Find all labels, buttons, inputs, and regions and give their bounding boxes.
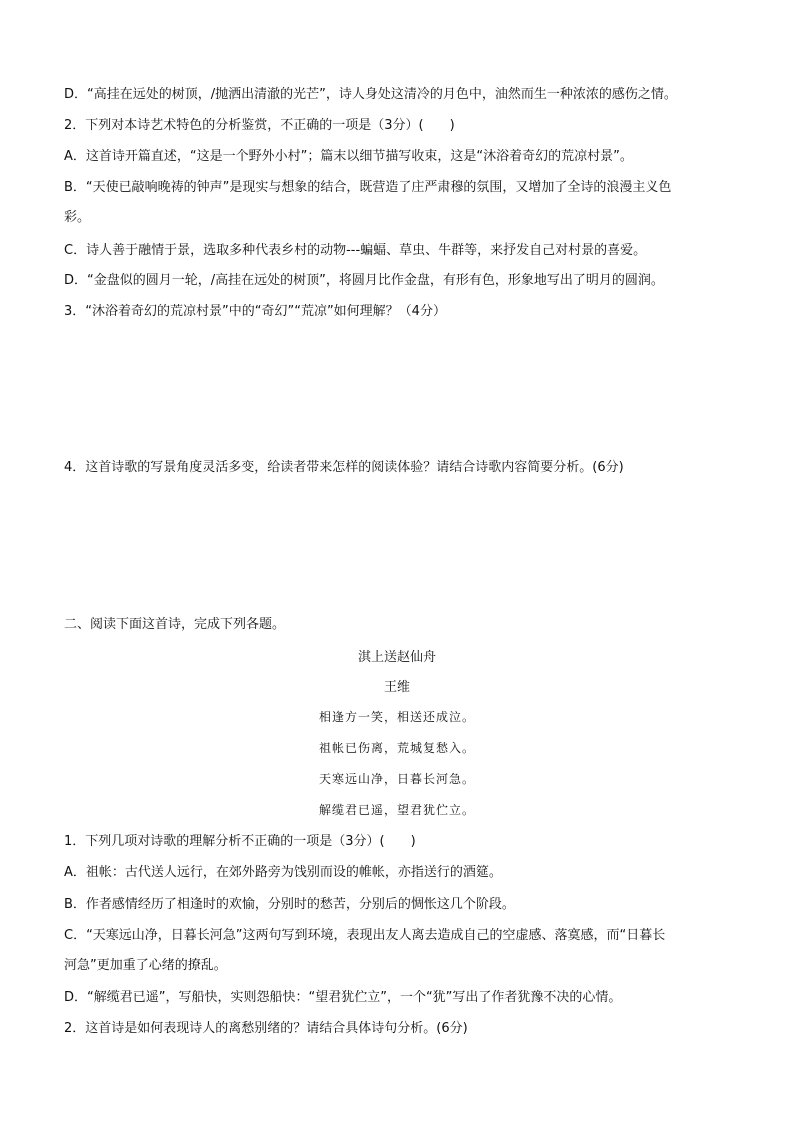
option-d-line: D．“高挂在远处的树顶，/抛洒出清澈的光芒”，诗人身处这清冷的月色中，油然而生一种浓浓的感伤之情。 — [64, 87, 677, 102]
section-heading: 二、阅读下面这首诗，完成下列各题。 — [64, 617, 286, 632]
option-d-line-2: D．“金盘似的圆月一轮，/高挂在远处的树顶”，将圆月比作金盘，有形有色，形象地写出了明月的圆润。 — [64, 273, 664, 288]
question-1: 1．下列几项对诗歌的理解分析不正确的一项是（3分）( ) — [64, 834, 416, 849]
option-c-continuation: 河急”更加重了心绪的撩乱。 — [64, 958, 227, 973]
poem-line: 祖帐已伤离，荒城复愁入。 — [318, 741, 475, 755]
option-a-line: A．祖帐：古代送人远行，在郊外路旁为饯别而设的帷帐，亦指送行的酒筵。 — [64, 865, 502, 880]
poem-author: 王维 — [383, 680, 410, 695]
option-d-line: D．“解缆君已遥”，写船快，实则怨船快：“望君犹伫立”，一个“犹”写出了作者犹豫不决的心情。 — [64, 990, 622, 1005]
option-b-line: B．作者感情经历了相逢时的欢愉，分别时的愁苦，分别后的惆怅这几个阶段。 — [64, 897, 515, 912]
option-c-line: C．诗人善于融情于景，选取多种代表乡村的动物---蝙蝠、草虫、牛群等，来抒发自己对村景的喜爱。 — [64, 243, 647, 258]
question-3: 3．“沐浴着奇幻的荒凉村景”中的“奇幻”“荒凉”如何理解？（4分） — [64, 304, 446, 319]
question-2: 2．下列对本诗艺术特色的分析鉴赏，不正确的一项是（3分）( ) — [64, 118, 455, 133]
option-b-line: B．“天使已敲响晚祷的钟声”是现实与想象的结合，既营造了庄严肃穆的氛围，又增加了全诗的浪漫主义色 — [64, 180, 672, 195]
poem-line: 天寒远山净，日暮长河急。 — [318, 772, 475, 786]
option-a-line: A．这首诗开篇直述，“这是一个野外小村”；篇末以细节描写收束，这是“沐浴着奇幻的荒凉村景”。 — [64, 149, 633, 164]
poem-line: 相逢方一笑，相送还成泣。 — [318, 710, 475, 724]
question-2: 2．这首诗是如何表现诗人的离愁别绪的？请结合具体诗句分析。(6分) — [64, 1021, 468, 1036]
option-b-continuation: 彩。 — [64, 210, 91, 225]
option-c-line: C．“天寒远山净，日暮长河急”这两句写到环境，表现出友人离去造成自己的空虚感、落寞感，而“日暮长 — [64, 928, 666, 943]
poem-title: 淇上送赵仙舟 — [357, 650, 436, 665]
question-4: 4．这首诗歌的写景角度灵活多变，给读者带来怎样的阅读体验？请结合诗歌内容简要分析。(6分) — [64, 460, 624, 475]
poem-line: 解缆君已遥，望君犹伫立。 — [318, 803, 475, 817]
